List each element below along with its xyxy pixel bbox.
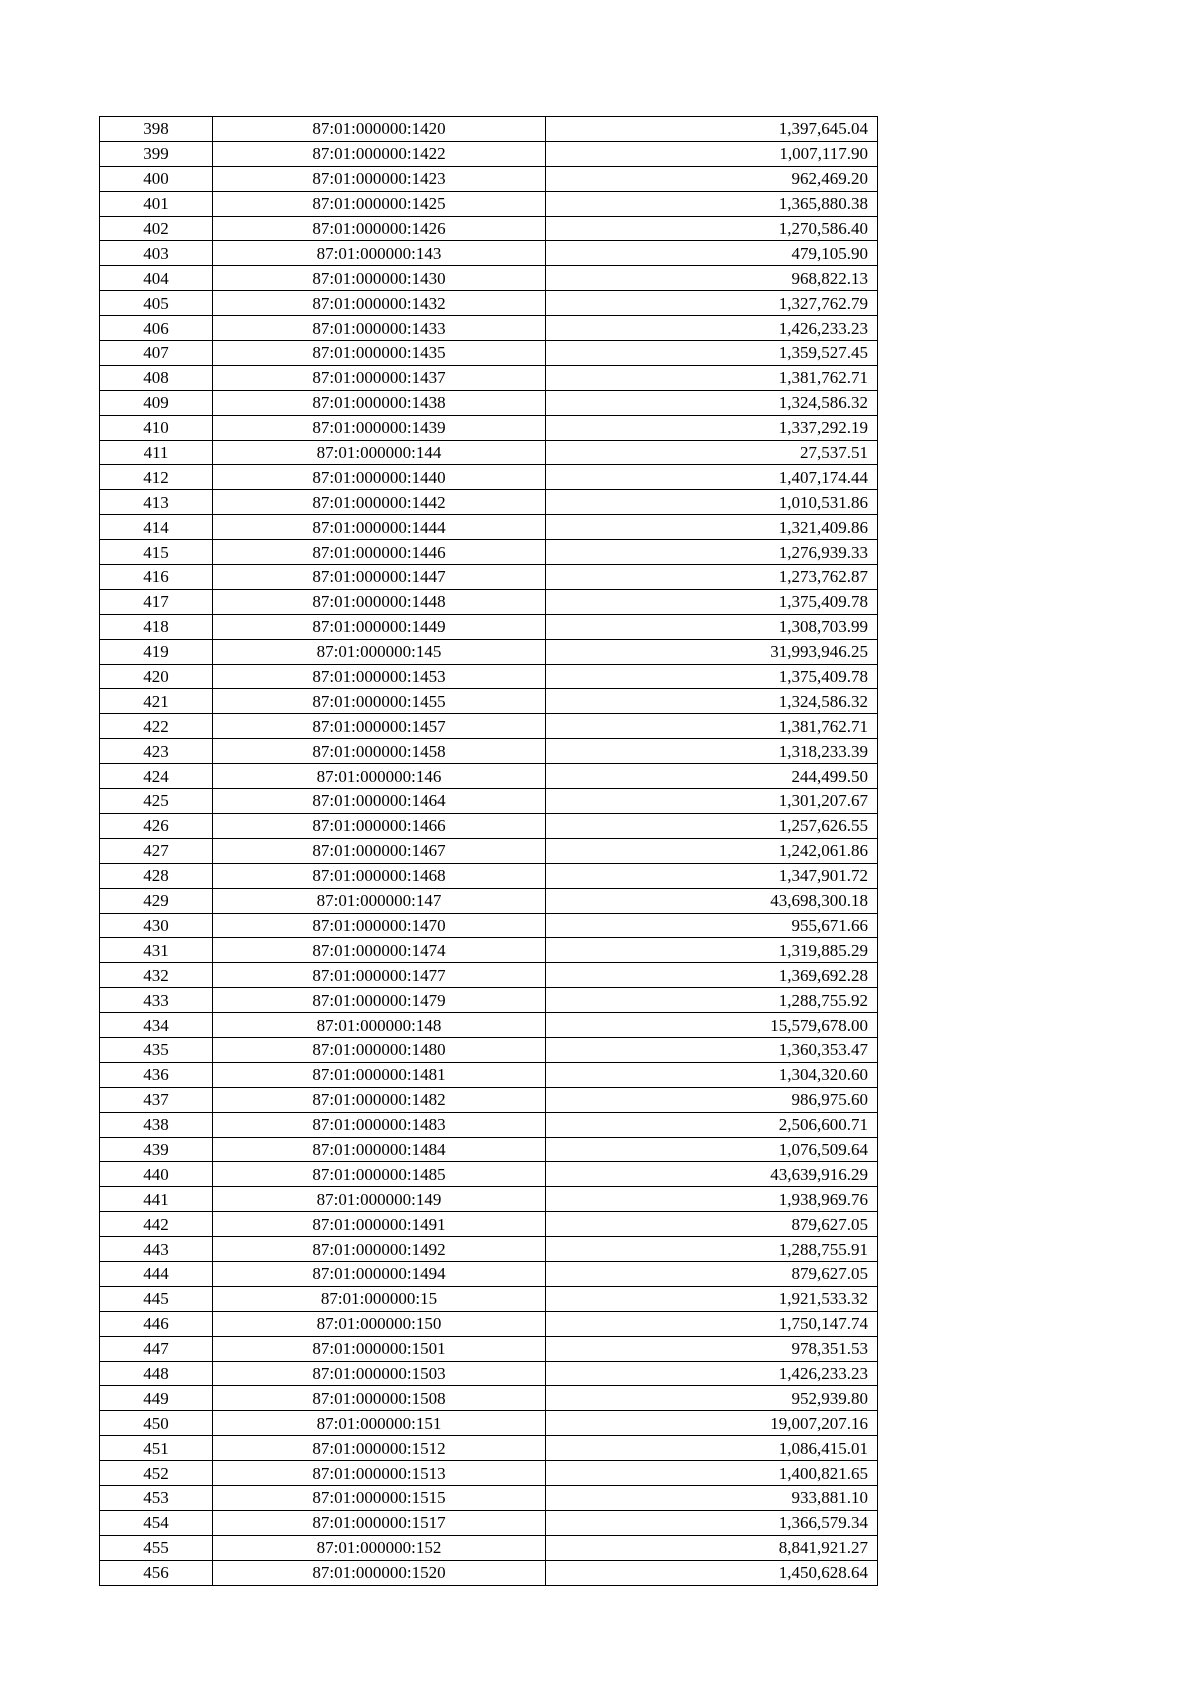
cadastral-value-cell: 244,499.50 (546, 764, 878, 789)
cadastral-number-cell: 87:01:000000:1492 (213, 1237, 546, 1262)
table-row (100, 216, 878, 241)
cadastral-number-cell: 87:01:000000:1513 (213, 1461, 546, 1486)
cadastral-number-cell: 87:01:000000:1481 (213, 1062, 546, 1087)
cadastral-value-cell: 1,327,762.79 (546, 291, 878, 316)
cadastral-number-cell: 87:01:000000:1425 (213, 191, 546, 216)
cadastral-value-cell: 1,288,755.92 (546, 988, 878, 1013)
cadastral-number-cell: 87:01:000000:1432 (213, 291, 546, 316)
row-number-cell: 399 (100, 141, 213, 166)
table-row (100, 838, 878, 863)
row-number-cell: 430 (100, 913, 213, 938)
row-number-cell: 448 (100, 1361, 213, 1386)
row-number-cell: 454 (100, 1510, 213, 1535)
cadastral-number-cell: 87:01:000000:1503 (213, 1361, 546, 1386)
cadastral-value-cell: 1,359,527.45 (546, 341, 878, 366)
cadastral-number-cell: 87:01:000000:145 (213, 639, 546, 664)
cadastral-value-cell: 1,308,703.99 (546, 614, 878, 639)
cadastral-value-cell: 1,426,233.23 (546, 316, 878, 341)
cadastral-number-cell: 87:01:000000:152 (213, 1535, 546, 1560)
cadastral-number-cell: 87:01:000000:147 (213, 888, 546, 913)
table-row (100, 1062, 878, 1087)
table-row (100, 739, 878, 764)
cadastral-value-cell: 1,273,762.87 (546, 565, 878, 590)
table-row (100, 117, 878, 142)
cadastral-value-cell: 1,086,415.01 (546, 1436, 878, 1461)
table-row (100, 191, 878, 216)
cadastral-number-cell: 87:01:000000:1479 (213, 988, 546, 1013)
row-number-cell: 416 (100, 565, 213, 590)
cadastral-number-cell: 87:01:000000:1439 (213, 415, 546, 440)
cadastral-number-cell: 87:01:000000:1453 (213, 664, 546, 689)
table-row (100, 614, 878, 639)
row-number-cell: 434 (100, 1013, 213, 1038)
table-row (100, 365, 878, 390)
table-row (100, 1436, 878, 1461)
row-number-cell: 420 (100, 664, 213, 689)
row-number-cell: 456 (100, 1560, 213, 1585)
cadastral-number-cell: 87:01:000000:1440 (213, 465, 546, 490)
cadastral-value-cell: 27,537.51 (546, 440, 878, 465)
table-row (100, 1485, 878, 1510)
cadastral-value-cell: 1,375,409.78 (546, 664, 878, 689)
cadastral-number-cell: 87:01:000000:1446 (213, 540, 546, 565)
table-row (100, 1212, 878, 1237)
cadastral-value-cell: 479,105.90 (546, 241, 878, 266)
row-number-cell: 425 (100, 789, 213, 814)
table-row (100, 390, 878, 415)
cadastral-number-cell: 87:01:000000:149 (213, 1187, 546, 1212)
table-row (100, 863, 878, 888)
cadastral-number-cell: 87:01:000000:1447 (213, 565, 546, 590)
table-row (100, 341, 878, 366)
cadastral-number-cell: 87:01:000000:1423 (213, 166, 546, 191)
cadastral-value-cell: 1,347,901.72 (546, 863, 878, 888)
row-number-cell: 413 (100, 490, 213, 515)
row-number-cell: 411 (100, 440, 213, 465)
row-number-cell: 417 (100, 589, 213, 614)
cadastral-value-cell: 1,337,292.19 (546, 415, 878, 440)
cadastral-value-cell: 978,351.53 (546, 1336, 878, 1361)
table-row (100, 291, 878, 316)
row-number-cell: 412 (100, 465, 213, 490)
table-row (100, 490, 878, 515)
cadastral-number-cell: 87:01:000000:1466 (213, 813, 546, 838)
cadastral-value-cell: 1,318,233.39 (546, 739, 878, 764)
table-row (100, 714, 878, 739)
row-number-cell: 418 (100, 614, 213, 639)
cadastral-value-cell: 955,671.66 (546, 913, 878, 938)
cadastral-number-cell: 87:01:000000:1480 (213, 1037, 546, 1062)
cadastral-number-cell: 87:01:000000:1491 (213, 1212, 546, 1237)
table-row (100, 316, 878, 341)
table-row (100, 440, 878, 465)
cadastral-value-cell: 43,698,300.18 (546, 888, 878, 913)
table-row (100, 664, 878, 689)
table-row (100, 1535, 878, 1560)
table-row (100, 1137, 878, 1162)
cadastral-value-cell: 8,841,921.27 (546, 1535, 878, 1560)
cadastral-value-cell: 1,276,939.33 (546, 540, 878, 565)
table-row (100, 465, 878, 490)
table-row (100, 888, 878, 913)
row-number-cell: 443 (100, 1237, 213, 1262)
row-number-cell: 423 (100, 739, 213, 764)
table-row (100, 589, 878, 614)
cadastral-value-cell: 31,993,946.25 (546, 639, 878, 664)
cadastral-number-cell: 87:01:000000:1520 (213, 1560, 546, 1585)
cadastral-number-cell: 87:01:000000:1435 (213, 341, 546, 366)
row-number-cell: 414 (100, 515, 213, 540)
row-number-cell: 451 (100, 1436, 213, 1461)
row-number-cell: 401 (100, 191, 213, 216)
table-row (100, 1286, 878, 1311)
cadastral-number-cell: 87:01:000000:1474 (213, 938, 546, 963)
cadastral-value-cell: 1,365,880.38 (546, 191, 878, 216)
row-number-cell: 447 (100, 1336, 213, 1361)
cadastral-number-cell: 87:01:000000:150 (213, 1311, 546, 1336)
cadastral-value-cell: 1,324,586.32 (546, 689, 878, 714)
row-number-cell: 450 (100, 1411, 213, 1436)
cadastral-value-cell: 1,076,509.64 (546, 1137, 878, 1162)
cadastral-value-cell: 1,242,061.86 (546, 838, 878, 863)
row-number-cell: 440 (100, 1162, 213, 1187)
table-row (100, 540, 878, 565)
table-row (100, 1112, 878, 1137)
row-number-cell: 432 (100, 963, 213, 988)
table-row (100, 1187, 878, 1212)
cadastral-value-cell: 968,822.13 (546, 266, 878, 291)
cadastral-number-cell: 87:01:000000:1477 (213, 963, 546, 988)
cadastral-number-cell: 87:01:000000:1517 (213, 1510, 546, 1535)
cadastral-number-cell: 87:01:000000:1437 (213, 365, 546, 390)
row-number-cell: 441 (100, 1187, 213, 1212)
table-row (100, 1560, 878, 1585)
row-number-cell: 431 (100, 938, 213, 963)
cadastral-number-cell: 87:01:000000:1420 (213, 117, 546, 142)
cadastral-value-cell: 933,881.10 (546, 1485, 878, 1510)
table-row (100, 415, 878, 440)
table-row (100, 1237, 878, 1262)
row-number-cell: 402 (100, 216, 213, 241)
cadastral-number-cell: 87:01:000000:1433 (213, 316, 546, 341)
cadastral-value-cell: 1,397,645.04 (546, 117, 878, 142)
cadastral-number-cell: 87:01:000000:1464 (213, 789, 546, 814)
row-number-cell: 433 (100, 988, 213, 1013)
cadastral-value-cell: 1,324,586.32 (546, 390, 878, 415)
table-row (100, 1386, 878, 1411)
cadastral-value-cell: 1,360,353.47 (546, 1037, 878, 1062)
table-row (100, 241, 878, 266)
row-number-cell: 436 (100, 1062, 213, 1087)
table-row (100, 166, 878, 191)
cadastral-number-cell: 87:01:000000:1482 (213, 1087, 546, 1112)
table-row (100, 789, 878, 814)
row-number-cell: 428 (100, 863, 213, 888)
cadastral-number-cell: 87:01:000000:1483 (213, 1112, 546, 1137)
cadastral-value-cell: 1,450,628.64 (546, 1560, 878, 1585)
cadastral-number-cell: 87:01:000000:1442 (213, 490, 546, 515)
cadastral-number-cell: 87:01:000000:1501 (213, 1336, 546, 1361)
row-number-cell: 409 (100, 390, 213, 415)
table-row (100, 938, 878, 963)
row-number-cell: 452 (100, 1461, 213, 1486)
row-number-cell: 455 (100, 1535, 213, 1560)
cadastral-number-cell: 87:01:000000:1508 (213, 1386, 546, 1411)
cadastral-value-table (99, 116, 878, 1586)
table-row (100, 1510, 878, 1535)
table-row (100, 1013, 878, 1038)
cadastral-value-cell: 1,288,755.91 (546, 1237, 878, 1262)
table-row (100, 1087, 878, 1112)
table-row (100, 1336, 878, 1361)
cadastral-number-cell: 87:01:000000:1448 (213, 589, 546, 614)
row-number-cell: 442 (100, 1212, 213, 1237)
cadastral-number-cell: 87:01:000000:143 (213, 241, 546, 266)
cadastral-value-cell: 1,319,885.29 (546, 938, 878, 963)
cadastral-value-cell: 879,627.05 (546, 1261, 878, 1286)
cadastral-value-cell: 2,506,600.71 (546, 1112, 878, 1137)
cadastral-number-cell: 87:01:000000:1422 (213, 141, 546, 166)
row-number-cell: 405 (100, 291, 213, 316)
cadastral-value-cell: 15,579,678.00 (546, 1013, 878, 1038)
row-number-cell: 400 (100, 166, 213, 191)
cadastral-number-cell: 87:01:000000:1449 (213, 614, 546, 639)
row-number-cell: 439 (100, 1137, 213, 1162)
row-number-cell: 424 (100, 764, 213, 789)
cadastral-number-cell: 87:01:000000:1515 (213, 1485, 546, 1510)
table-row (100, 1162, 878, 1187)
table-row (100, 764, 878, 789)
cadastral-number-cell: 87:01:000000:1512 (213, 1436, 546, 1461)
table-row (100, 813, 878, 838)
cadastral-value-cell: 879,627.05 (546, 1212, 878, 1237)
cadastral-value-cell: 962,469.20 (546, 166, 878, 191)
row-number-cell: 427 (100, 838, 213, 863)
cadastral-number-cell: 87:01:000000:1426 (213, 216, 546, 241)
row-number-cell: 435 (100, 1037, 213, 1062)
table-row (100, 1411, 878, 1436)
row-number-cell: 426 (100, 813, 213, 838)
cadastral-value-cell: 1,921,533.32 (546, 1286, 878, 1311)
cadastral-value-cell: 1,366,579.34 (546, 1510, 878, 1535)
table-row (100, 1037, 878, 1062)
cadastral-value-cell: 1,369,692.28 (546, 963, 878, 988)
cadastral-value-cell: 1,010,531.86 (546, 490, 878, 515)
cadastral-number-cell: 87:01:000000:1468 (213, 863, 546, 888)
cadastral-value-cell: 1,257,626.55 (546, 813, 878, 838)
cadastral-number-cell: 87:01:000000:1485 (213, 1162, 546, 1187)
row-number-cell: 404 (100, 266, 213, 291)
cadastral-value-cell: 1,381,762.71 (546, 714, 878, 739)
table-row (100, 963, 878, 988)
cadastral-value-cell: 952,939.80 (546, 1386, 878, 1411)
cadastral-number-cell: 87:01:000000:146 (213, 764, 546, 789)
cadastral-value-cell: 1,321,409.86 (546, 515, 878, 540)
cadastral-number-cell: 87:01:000000:1438 (213, 390, 546, 415)
table-row (100, 689, 878, 714)
table-row (100, 1261, 878, 1286)
row-number-cell: 403 (100, 241, 213, 266)
row-number-cell: 421 (100, 689, 213, 714)
cadastral-number-cell: 87:01:000000:1455 (213, 689, 546, 714)
cadastral-value-cell: 1,750,147.74 (546, 1311, 878, 1336)
cadastral-number-cell: 87:01:000000:1457 (213, 714, 546, 739)
row-number-cell: 444 (100, 1261, 213, 1286)
table-row (100, 1361, 878, 1386)
row-number-cell: 437 (100, 1087, 213, 1112)
table-row (100, 565, 878, 590)
table-row (100, 639, 878, 664)
table-row (100, 1461, 878, 1486)
cadastral-value-cell: 1,938,969.76 (546, 1187, 878, 1212)
row-number-cell: 446 (100, 1311, 213, 1336)
cadastral-number-cell: 87:01:000000:148 (213, 1013, 546, 1038)
cadastral-value-cell: 1,381,762.71 (546, 365, 878, 390)
cadastral-value-cell: 1,400,821.65 (546, 1461, 878, 1486)
cadastral-number-cell: 87:01:000000:1470 (213, 913, 546, 938)
row-number-cell: 398 (100, 117, 213, 142)
cadastral-number-cell: 87:01:000000:151 (213, 1411, 546, 1436)
cadastral-number-cell: 87:01:000000:1458 (213, 739, 546, 764)
row-number-cell: 438 (100, 1112, 213, 1137)
row-number-cell: 406 (100, 316, 213, 341)
cadastral-value-cell: 1,304,320.60 (546, 1062, 878, 1087)
cadastral-number-cell: 87:01:000000:1484 (213, 1137, 546, 1162)
cadastral-number-cell: 87:01:000000:15 (213, 1286, 546, 1311)
cadastral-value-cell: 43,639,916.29 (546, 1162, 878, 1187)
row-number-cell: 453 (100, 1485, 213, 1510)
row-number-cell: 429 (100, 888, 213, 913)
table-row (100, 1311, 878, 1336)
row-number-cell: 415 (100, 540, 213, 565)
row-number-cell: 445 (100, 1286, 213, 1311)
cadastral-number-cell: 87:01:000000:1430 (213, 266, 546, 291)
cadastral-value-cell: 1,270,586.40 (546, 216, 878, 241)
table-row (100, 266, 878, 291)
row-number-cell: 449 (100, 1386, 213, 1411)
row-number-cell: 422 (100, 714, 213, 739)
cadastral-value-cell: 19,007,207.16 (546, 1411, 878, 1436)
cadastral-number-cell: 87:01:000000:1444 (213, 515, 546, 540)
table-body (100, 117, 878, 1586)
cadastral-number-cell: 87:01:000000:1467 (213, 838, 546, 863)
cadastral-value-cell: 1,375,409.78 (546, 589, 878, 614)
cadastral-value-cell: 1,301,207.67 (546, 789, 878, 814)
table-row (100, 913, 878, 938)
cadastral-number-cell: 87:01:000000:1494 (213, 1261, 546, 1286)
cadastral-value-cell: 986,975.60 (546, 1087, 878, 1112)
table-row (100, 515, 878, 540)
table-row (100, 988, 878, 1013)
cadastral-value-cell: 1,407,174.44 (546, 465, 878, 490)
row-number-cell: 408 (100, 365, 213, 390)
row-number-cell: 407 (100, 341, 213, 366)
table-row (100, 141, 878, 166)
cadastral-value-cell: 1,007,117.90 (546, 141, 878, 166)
cadastral-value-cell: 1,426,233.23 (546, 1361, 878, 1386)
row-number-cell: 419 (100, 639, 213, 664)
cadastral-number-cell: 87:01:000000:144 (213, 440, 546, 465)
row-number-cell: 410 (100, 415, 213, 440)
